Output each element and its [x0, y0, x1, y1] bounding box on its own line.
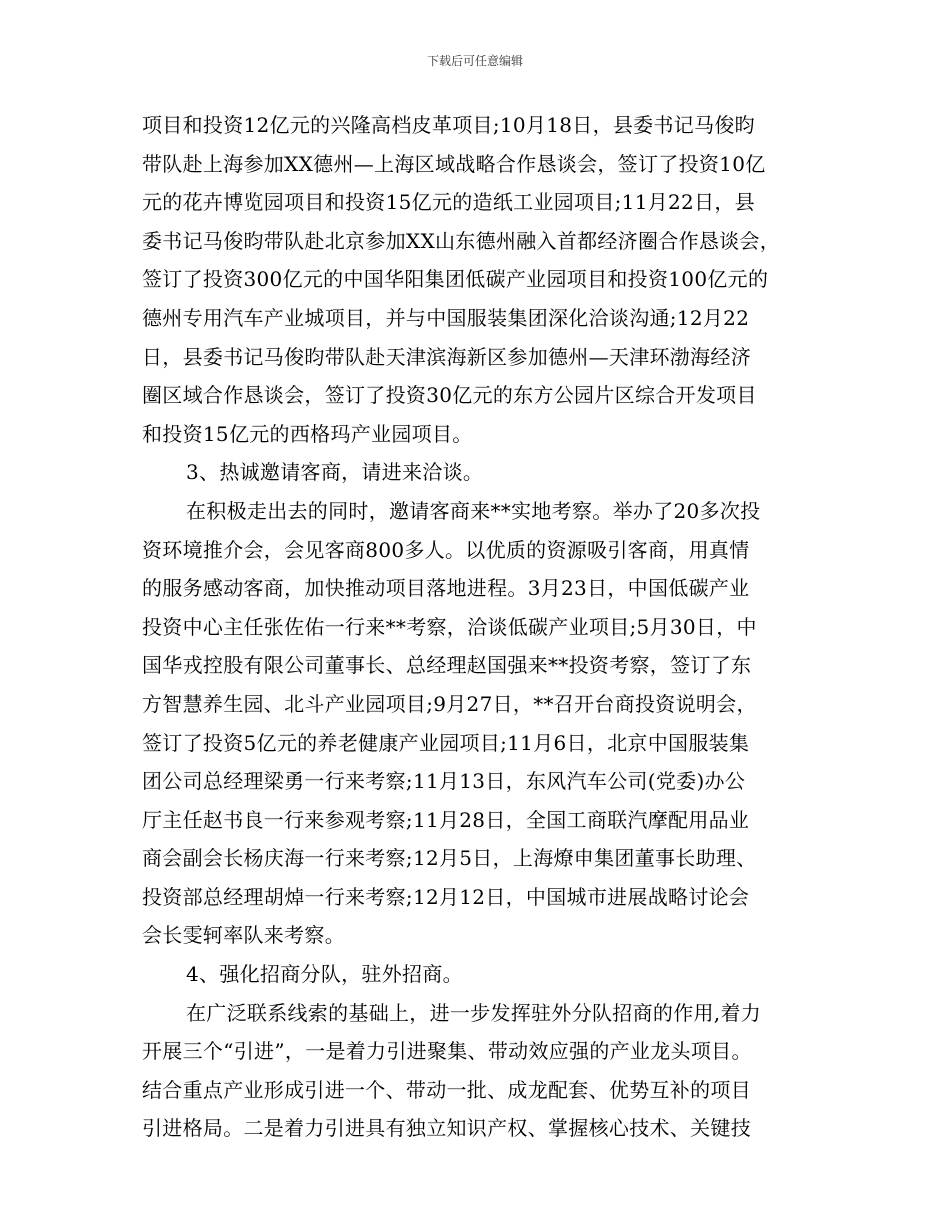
document-body — [142, 106, 810, 1148]
text-line: 开展三个“引进”，一是着力引进聚集、带动效应强的产业龙头项目。 — [142, 1039, 752, 1064]
text-line: 和投资15亿元的西格玛产业园项目。 — [142, 421, 473, 446]
text-line: 投资部总经理胡焯一行来考察;12月12日，中国城市进展战略讨论会 — [142, 884, 750, 909]
text-line: 引进格局。二是着力引进具有独立知识产权、掌握核心技术、关键技 — [142, 1116, 751, 1141]
text-line: 团公司总经理梁勇一行来考察;11月13日，东风汽车公司(党委)办公 — [142, 769, 746, 794]
text-line: 德州专用汽车产业城项目，并与中国服装集团深化洽谈沟通;12月22 — [142, 305, 750, 330]
text-line: 商会副会长杨庆海一行来考察;12月5日，上海燎申集团董事长助理、 — [142, 846, 757, 871]
text-line: 日，县委书记马俊昀带队赴天津滨海新区参加德州—天津环渤海经济 — [142, 344, 751, 369]
text-line: 带队赴上海参加XX德州—上海区域战略合作恳谈会，签订了投资10亿 — [142, 151, 766, 176]
text-line: 结合重点产业形成引进一个、带动一批、成龙配套、优势互补的项目 — [142, 1077, 751, 1102]
text-line: 委书记马俊昀带队赴北京参加XX山东德州融入首都经济圈合作恳谈会， — [142, 228, 781, 253]
text-line: 方智慧养生园、北斗产业园项目;9月27日，**召开台商投资说明会， — [142, 691, 757, 716]
text-line: 元的花卉博览园项目和投资15亿元的造纸工业园项目;11月22日，县 — [142, 190, 755, 215]
text-line: 签订了投资5亿元的养老健康产业园项目;11月6日，北京中国服装集 — [142, 730, 750, 755]
text-line: 厅主任赵书良一行来参观考察;11月28日，全国工商联汽摩配用品业 — [142, 807, 750, 832]
paragraph-first-line: 在广泛联系线索的基础上，进一步发挥驻外分队招商的作用,着力 — [186, 1000, 762, 1025]
text-line: 资环境推介会，会见客商800多人。以优质的资源吸引客商，用真情 — [142, 537, 750, 562]
text-line: 圈区域合作恳谈会，签订了投资30亿元的东方公园片区综合开发项目 — [142, 383, 757, 408]
text-line: 国华戎控股有限公司董事长、总经理赵国强来**投资考察，签订了东 — [142, 653, 752, 678]
paragraph-first-line: 3、热诚邀请客商，请进来洽谈。 — [186, 460, 484, 485]
paragraph-first-line: 在积极走出去的同时，邀请客商来**实地考察。举办了20多次投 — [186, 498, 761, 523]
text-line: 项目和投资12亿元的兴隆高档皮革项目;10月18日，县委书记马俊昀 — [142, 113, 755, 137]
text-line: 的服务感动客商，加快推动项目落地进程。3月23日，中国低碳产业 — [142, 576, 750, 601]
text-line: 会长雯轲率队来考察。 — [142, 923, 345, 948]
text-line: 签订了投资300亿元的中国华阳集团低碳产业园项目和投资100亿元的 — [142, 267, 769, 292]
text-line: 投资中心主任张佐佑一行来**考察，洽谈低碳产业项目;5月30日，中 — [142, 614, 757, 639]
paragraph-first-line: 4、强化招商分队，驻外招商。 — [186, 962, 463, 987]
page-header: 下载后可任意编辑 — [426, 54, 523, 68]
